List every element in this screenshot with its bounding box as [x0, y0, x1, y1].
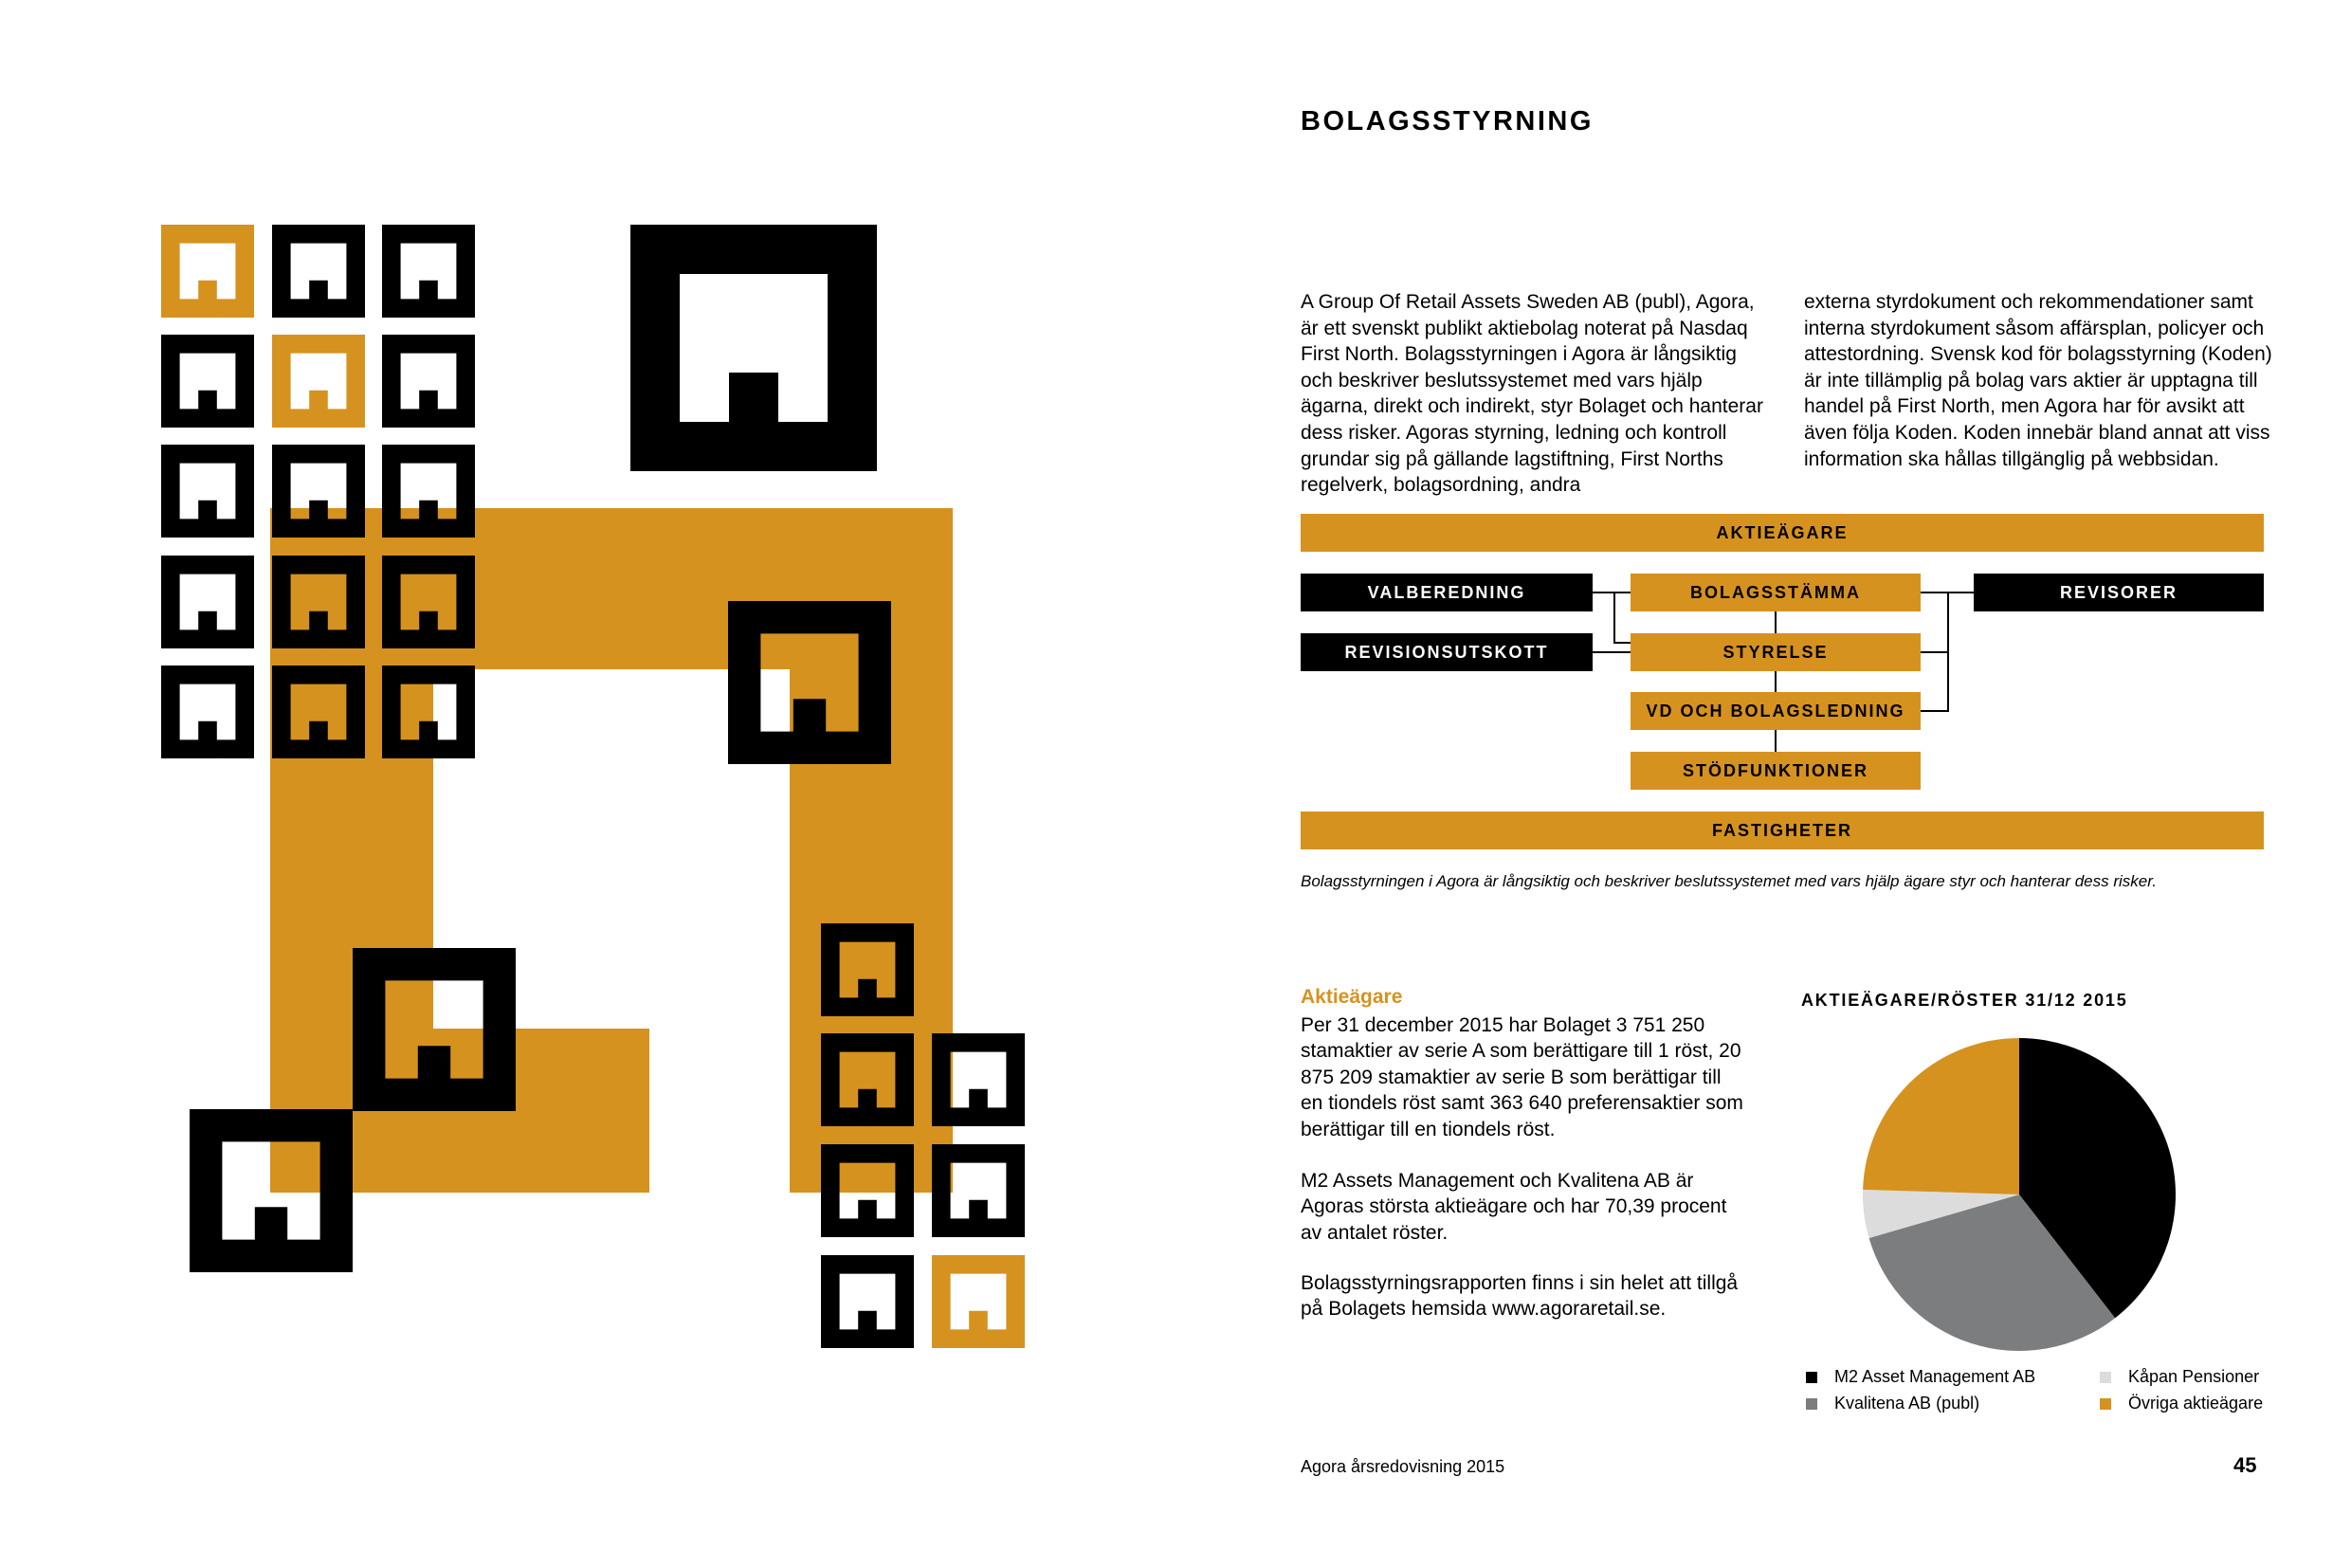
org-connector [1775, 730, 1777, 752]
shareholders-heading: Aktieägare [1301, 986, 1403, 1008]
org-connector [1775, 671, 1777, 692]
glyph-mark [161, 445, 254, 538]
glyph-mark [161, 665, 254, 758]
legend-item [1806, 1394, 1979, 1413]
legend-item [2100, 1367, 2259, 1387]
glyph-mark [932, 1255, 1025, 1348]
chart-title: AKTIEÄGARE/RÖSTER 31/12 2015 [1801, 991, 2128, 1010]
pie-slice [1863, 1038, 2019, 1194]
intro-text-left: A Group Of Retail Assets Sweden AB (publ), Agora, är ett svenskt publikt aktiebolag noterat på Nasdaq First North. Bolagsstyrningen i Agora är långsiktig och beskriver beslutssystemet med vars hjälp ägarna, direkt och indirekt, styr Bolaget och hanterar dess risker. Agoras styrning, ledning och kontroll grundar sig på gällande lagstiftning, First Norths regelverk, bolagsordning, andra [1301, 291, 1763, 497]
org-box-vd: VD OCH BOLAGSLEDNING [1631, 692, 1921, 730]
glyph-mark [382, 445, 475, 538]
org-connector [1613, 642, 1631, 644]
org-box-bolagsstamma: BOLAGSSTÄMMA [1631, 574, 1921, 611]
glyph-mark [272, 225, 365, 318]
org-box-fastigheter: FASTIGHETER [1301, 811, 2264, 849]
legend-item [2100, 1394, 2263, 1413]
org-connector [1921, 651, 1949, 653]
shareholders-paragraph-1: Per 31 december 2015 har Bolaget 3 751 250 stamaktier av serie A som berättigare till 1 röst, 20 875 209 stamaktier av serie B som berättigar till en tiondels röst samt 363 640 preferensaktier som berättigar till en tiondels röst. [1301, 1014, 1743, 1140]
intro-text-right: externa styrdokument och rekommendationer samt interna styrdokument såsom affärsplan, policyer och attestordning. Svensk kod för bolagsstyrning (Koden) är inte tillämplig på bolag vars aktier är upptagna till handel på First North, men Agora har för avsikt att även följa Koden. Koden innebär bland annat att viss information ska hållas tillgänglig på webbsidan. [1804, 291, 2272, 470]
glyph-mark [932, 1033, 1025, 1126]
legend-label: Övriga aktieägare [2128, 1394, 2264, 1413]
legend-swatch [1806, 1372, 1817, 1383]
org-connector [1921, 710, 1949, 712]
legend-label: Kvalitena AB (publ) [1834, 1394, 1980, 1413]
glyph-mark [161, 335, 254, 428]
legend-swatch [2100, 1372, 2111, 1383]
legend-swatch [2100, 1398, 2111, 1410]
org-box-stodfunktioner: STÖDFUNKTIONER [1631, 752, 1921, 790]
legend-label: M2 Asset Management AB [1834, 1367, 2036, 1386]
org-chart-caption: Bolagsstyrningen i Agora är långsiktig och beskriver beslutssystemet med vars hjälp ägare styr och hanterar dess risker. [1301, 872, 2157, 890]
glyph-mark [821, 1255, 914, 1348]
org-box-valberedning: VALBEREDNING [1301, 574, 1593, 611]
glyph-mark [382, 335, 475, 428]
legend-swatch [1806, 1398, 1817, 1410]
org-box-styrelse: STYRELSE [1631, 633, 1921, 671]
legend-item [1806, 1367, 2035, 1387]
org-connector [1593, 592, 1631, 593]
glyph-mark [272, 335, 365, 428]
glyph-mark [932, 1144, 1025, 1237]
shareholders-paragraph-2: M2 Assets Management och Kvalitena AB är Agoras största aktieägare och har 70,39 procent av antalet röster. [1301, 1170, 1727, 1244]
page-number: 45 [2233, 1453, 2257, 1477]
org-box-revisionsutskott: REVISIONSUTSKOTT [1301, 633, 1593, 671]
glyph-mark [630, 225, 877, 471]
pie-chart [1858, 1033, 2180, 1356]
legend-label: Kåpan Pensioner [2128, 1367, 2260, 1386]
org-box-revisorer: REVISORER [1974, 574, 2264, 611]
org-connector [1775, 611, 1777, 633]
glyph-mark [272, 445, 365, 538]
org-connector [1613, 592, 1615, 644]
glyph-mark [161, 556, 254, 648]
org-box-aktieagare: AKTIEÄGARE [1301, 514, 2264, 552]
org-connector [1593, 651, 1631, 653]
glyph-mark [382, 225, 475, 318]
page-title: BOLAGSSTYRNING [1301, 106, 1594, 137]
org-connector [1947, 592, 1949, 712]
glyph-mark [161, 225, 254, 318]
footer-text: Agora årsredovisning 2015 [1301, 1457, 1505, 1476]
shareholders-paragraph-3: Bolagsstyrningsrapporten finns i sin helet att tillgå på Bolagets hemsida www.agoraretail.se. [1301, 1272, 1739, 1321]
